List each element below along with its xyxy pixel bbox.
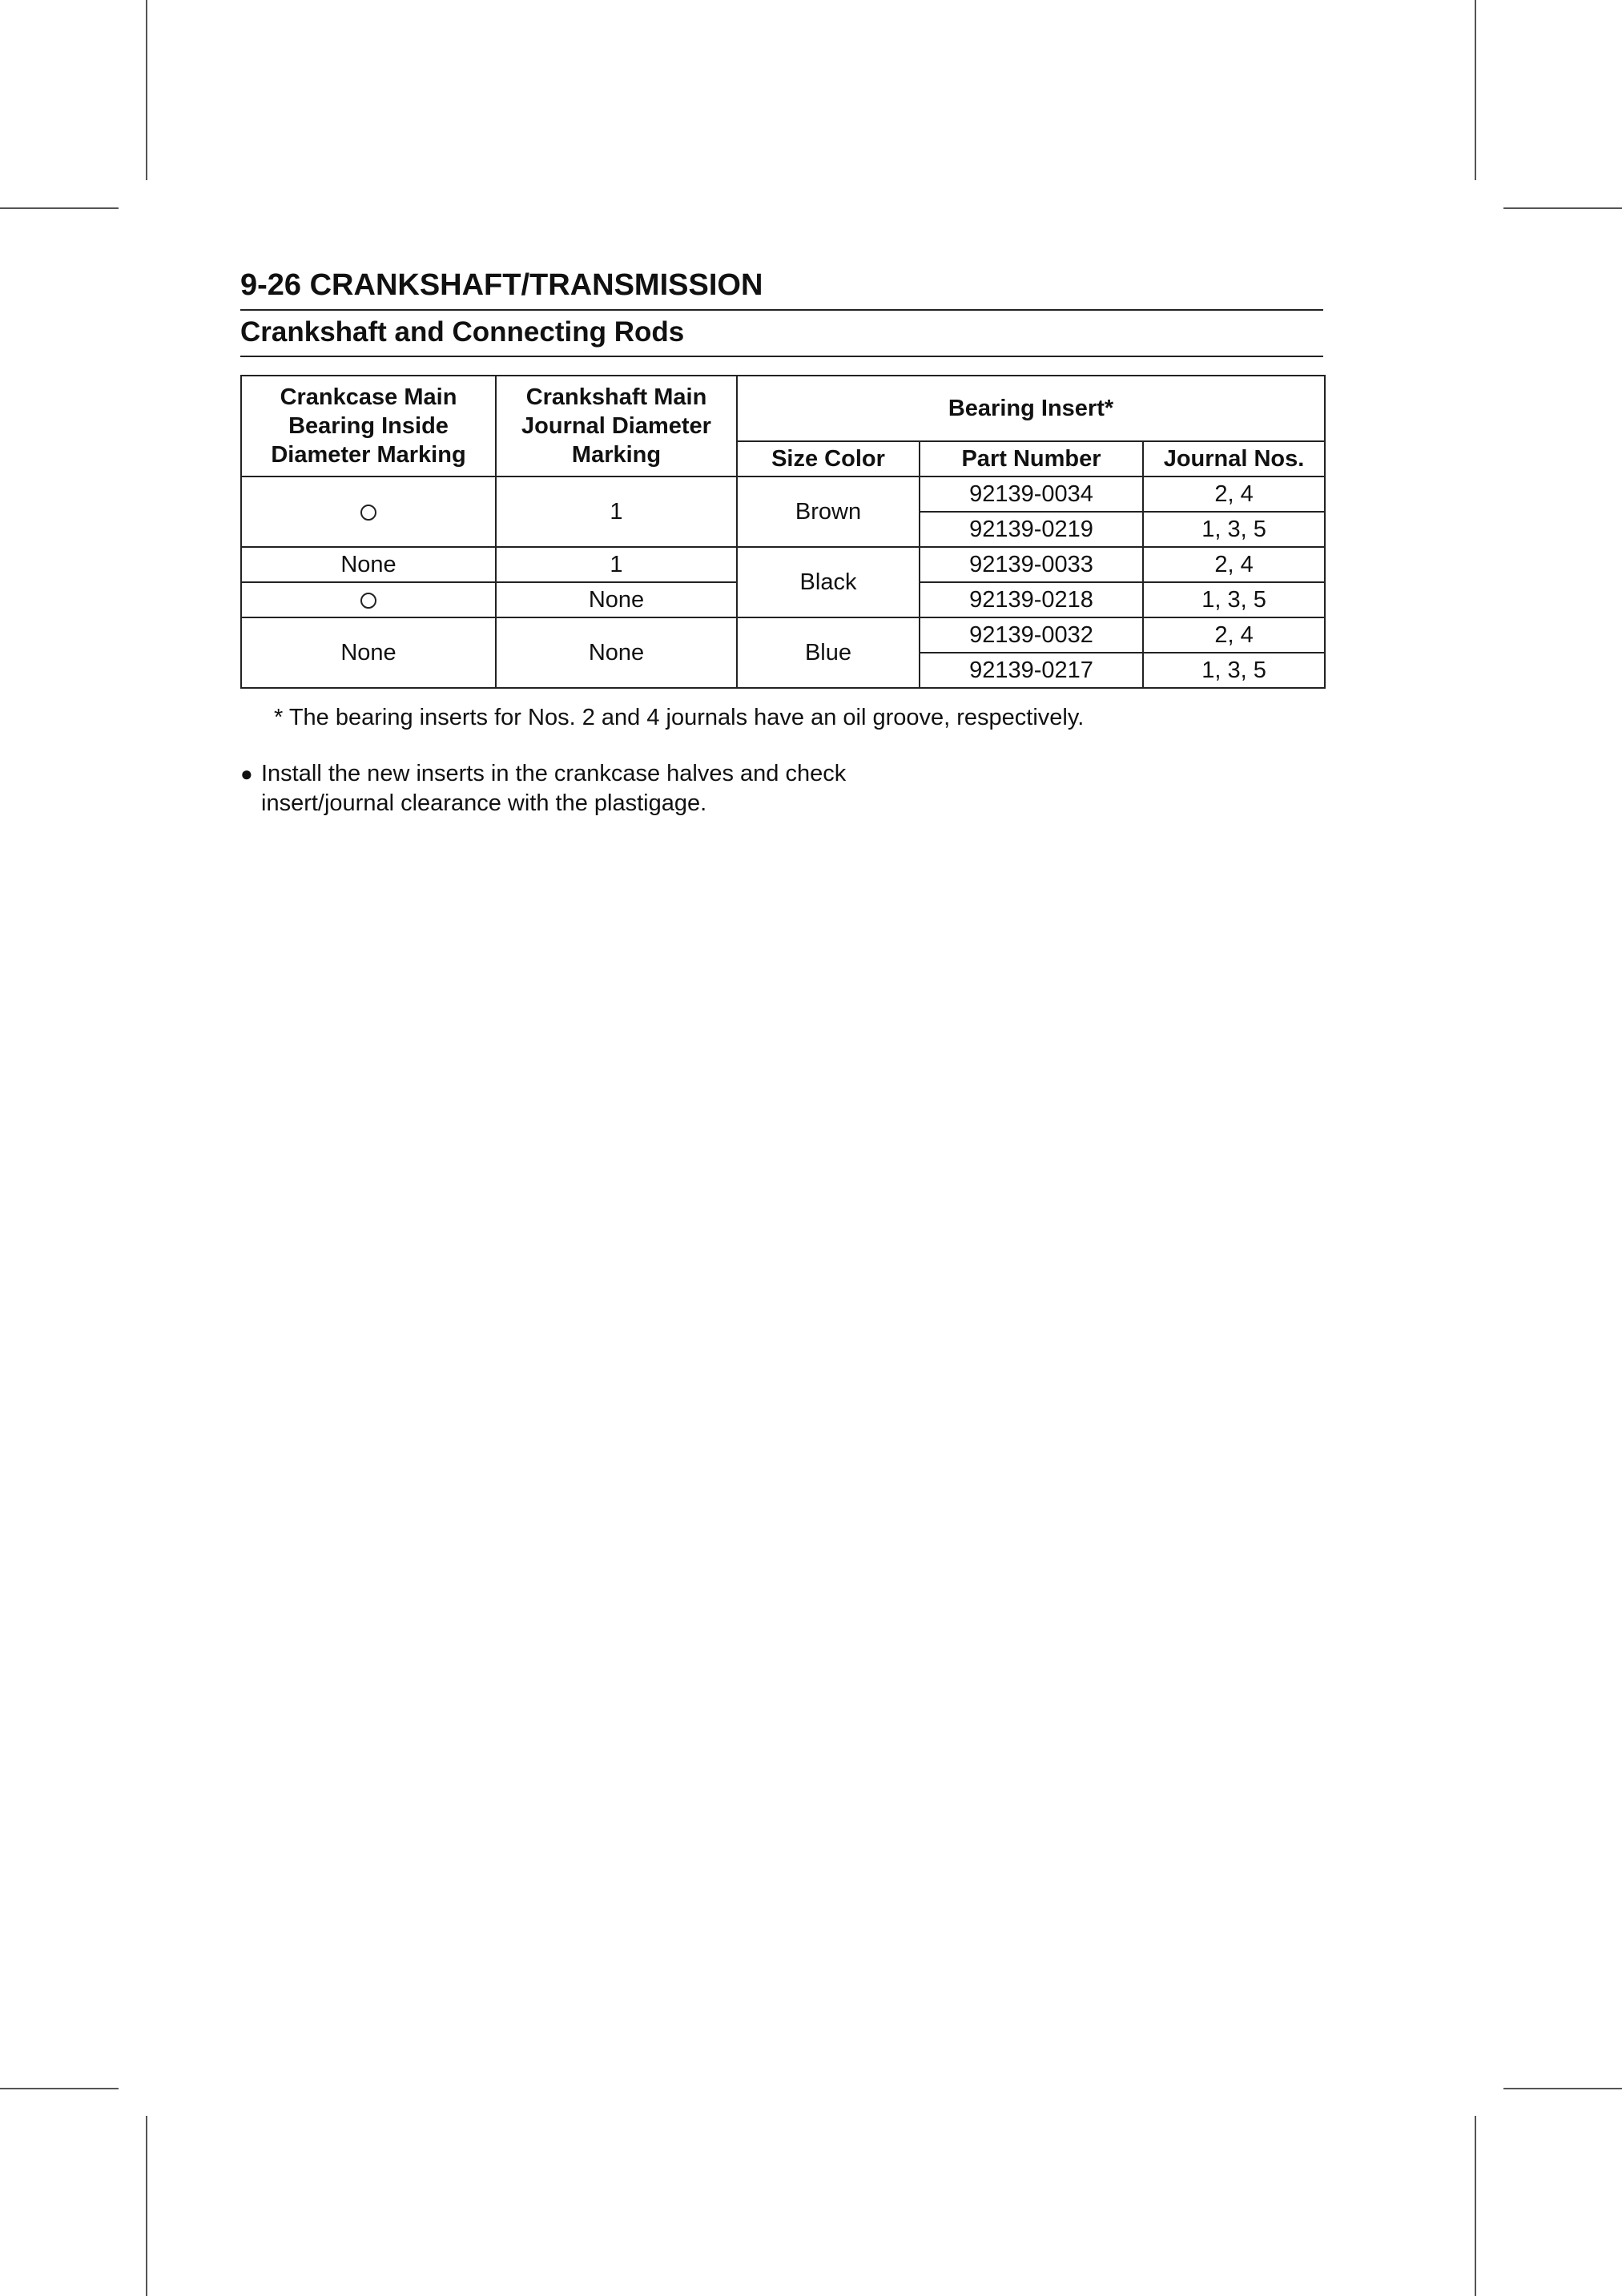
header-crankcase-marking: Crankcase Main Bearing Inside Diameter Marking (241, 376, 496, 476)
header-journal-nos: Journal Nos. (1143, 441, 1325, 476)
case-marking-cell: None (241, 547, 496, 582)
instruction-bullet (240, 759, 961, 818)
part-number-cell: 92139-0033 (920, 547, 1143, 582)
crop-mark-top-right (1475, 0, 1476, 180)
crop-mark-top-right-h (1503, 207, 1622, 209)
page-heading: 9-26 CRANKSHAFT/TRANSMISSION (240, 264, 1323, 311)
size-color-cell: Black (737, 547, 920, 617)
part-number-cell: 92139-0217 (920, 653, 1143, 688)
bearing-selection-table (240, 375, 1326, 689)
header-bearing-insert: Bearing Insert* (737, 376, 1325, 441)
header-journal-marking: Crankshaft Main Journal Diameter Marking (496, 376, 737, 476)
table-row (241, 617, 1325, 653)
crop-mark-bottom-left (146, 2116, 147, 2296)
case-marking-cell (241, 476, 496, 547)
part-number-cell: 92139-0219 (920, 512, 1143, 547)
part-number-cell: 92139-0218 (920, 582, 1143, 617)
bullet-icon: ● (240, 762, 253, 786)
circle-mark-icon (360, 505, 376, 521)
journal-marking-cell: 1 (496, 476, 737, 547)
journal-marking-cell: None (496, 617, 737, 688)
crop-mark-top-left-h (0, 207, 119, 209)
table-footnote: * The bearing inserts for Nos. 2 and 4 journals have an oil groove, respectively. (274, 705, 1085, 730)
part-number-cell: 92139-0034 (920, 476, 1143, 512)
header-size-color: Size Color (737, 441, 920, 476)
circle-mark-icon (360, 593, 376, 609)
table-row (241, 476, 1325, 512)
journal-nos-cell: 2, 4 (1143, 617, 1325, 653)
crop-mark-top-left (146, 0, 147, 180)
crop-mark-bottom-right-h (1503, 2088, 1622, 2089)
journal-marking-cell: 1 (496, 547, 737, 582)
table-row (241, 547, 1325, 582)
part-number-cell: 92139-0032 (920, 617, 1143, 653)
journal-nos-cell: 1, 3, 5 (1143, 653, 1325, 688)
case-marking-cell (241, 582, 496, 617)
journal-nos-cell: 2, 4 (1143, 476, 1325, 512)
size-color-cell: Brown (737, 476, 920, 547)
journal-nos-cell: 1, 3, 5 (1143, 512, 1325, 547)
journal-nos-cell: 1, 3, 5 (1143, 582, 1325, 617)
crop-mark-bottom-right (1475, 2116, 1476, 2296)
crop-mark-bottom-left-h (0, 2088, 119, 2089)
journal-nos-cell: 2, 4 (1143, 547, 1325, 582)
section-heading: Crankshaft and Connecting Rods (240, 312, 1323, 357)
header-part-number: Part Number (920, 441, 1143, 476)
case-marking-cell: None (241, 617, 496, 688)
instruction-text: Install the new inserts in the crankcase halves and check insert/journal clearance with the plastigage. (261, 761, 847, 816)
journal-marking-cell: None (496, 582, 737, 617)
size-color-cell: Blue (737, 617, 920, 688)
